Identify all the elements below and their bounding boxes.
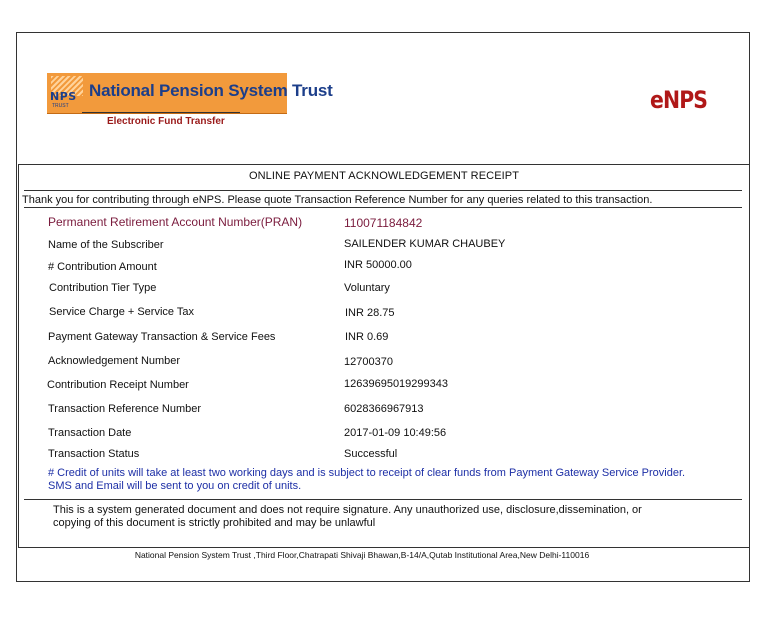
disclaimer-line-1: This is a system generated document and does not require signature. Any unauthorized use, disclosure,dissemination, or: [53, 504, 642, 516]
row-label-tier-type: Contribution Tier Type: [49, 282, 157, 294]
thanks-divider: [24, 207, 742, 208]
logo-banner: [47, 73, 333, 114]
thanks-message: Thank you for contributing through eNPS. Please quote Transaction Reference Number for any queries related to this transaction.: [22, 194, 653, 206]
receipt-title: ONLINE PAYMENT ACKNOWLEDGEMENT RECEIPT: [248, 170, 520, 182]
row-label-transaction-status: Transaction Status: [48, 448, 140, 460]
credit-note-line-2: SMS and Email will be sent to you on credit of units.: [48, 480, 302, 492]
pran-value: 110071184842: [344, 216, 423, 230]
row-value-service-charge: INR 28.75: [345, 307, 395, 319]
disclaimer-line-2: copying of this document is strictly prohibited and may be unlawful: [53, 517, 376, 529]
row-value-transaction-reference: 6028366967913: [344, 403, 424, 415]
row-label-acknowledgement: Acknowledgement Number: [48, 355, 181, 367]
row-value-transaction-date: 2017-01-09 10:49:56: [344, 427, 447, 439]
row-value-receipt-number: 12639695019299343: [344, 378, 449, 390]
row-label-gateway-fees: Payment Gateway Transaction & Service Fees: [48, 331, 276, 343]
row-value-acknowledgement: 12700370: [344, 356, 393, 368]
row-label-subscriber: Name of the Subscriber: [48, 239, 164, 251]
logo-nps-text: NPS: [50, 90, 77, 103]
row-label-service-charge: Service Charge + Service Tax: [49, 306, 195, 318]
disclaimer: [53, 504, 713, 530]
row-label-contribution-amount: # Contribution Amount: [48, 261, 157, 273]
title-divider: [24, 190, 742, 191]
subtitle: Electronic Fund Transfer: [107, 116, 225, 127]
org-title: National Pension System Trust: [89, 81, 333, 100]
row-value-tier-type: Voluntary: [344, 282, 390, 294]
subtitle-divider: [82, 112, 240, 113]
logo-trust-text: TRUST: [52, 103, 69, 109]
row-value-gateway-fees: INR 0.69: [345, 331, 389, 343]
enps-brand-mark: eNPS: [650, 86, 708, 114]
row-label-transaction-reference: Transaction Reference Number: [48, 403, 202, 415]
pran-label: Permanent Retirement Account Number(PRAN): [48, 215, 303, 229]
row-label-transaction-date: Transaction Date: [48, 427, 132, 439]
row-value-contribution-amount: INR 50000.00: [344, 259, 412, 271]
credit-note-line-1: # Credit of units will take at least two working days and is subject to receipt of clear funds from Payment Gateway Service Provider.: [48, 467, 686, 479]
footer-address: National Pension System Trust ,Third Floor,Chatrapati Shivaji Bhawan,B-14/A,Qutab Institutional Area,New Delhi-110016: [134, 550, 590, 560]
credit-note: [48, 467, 728, 493]
row-label-receipt-number: Contribution Receipt Number: [47, 379, 189, 391]
disclaimer-divider: [24, 499, 742, 500]
row-value-subscriber: SAILENDER KUMAR CHAUBEY: [344, 238, 506, 250]
row-value-transaction-status: Successful: [344, 448, 398, 460]
